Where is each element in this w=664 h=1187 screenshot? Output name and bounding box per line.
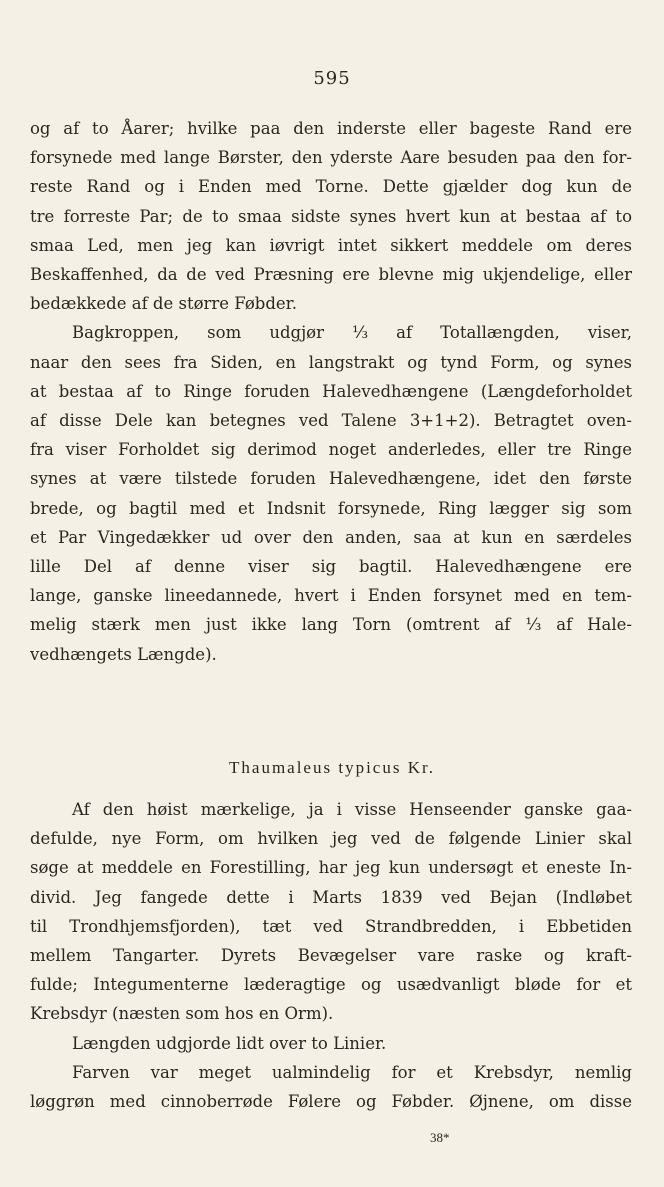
text-line: melig stærk men just ikke lang Torn (omtrent af ⅓ af Hale- xyxy=(30,615,632,635)
text-line: løggrøn med cinnoberrøde Følere og Føbder. Øjnene, om disse xyxy=(30,1092,632,1112)
text-line: forsynede med lange Børster, den yderste Aare besuden paa den for- xyxy=(30,148,632,168)
paragraph-4 xyxy=(30,1029,632,1058)
text-line: til Trondhjemsfjorden), tæt ved Strandbredden, i Ebbetiden xyxy=(30,916,632,936)
text-line: reste Rand og i Enden med Torne. Dette gjælder dog kun de xyxy=(30,177,632,197)
text-line: tre forreste Par; de to smaa sidste synes hvert kun at bestaa af to xyxy=(30,206,632,226)
text-line: vedhængets Længde). xyxy=(30,644,217,664)
text-line: Længden udgjorde lidt over to Linier. xyxy=(72,1033,387,1053)
text-line: af disse Dele kan betegnes ved Talene 3+1+2). Betragtet oven- xyxy=(30,411,632,431)
text-line: synes at være tilstede foruden Halevedhængene, idet den første xyxy=(30,469,632,489)
paragraph-1 xyxy=(30,114,632,318)
species-heading: Thaumaleus typicus Kr. xyxy=(229,758,435,777)
text-line: at bestaa af to Ringe foruden Halevedhængene (Længdeforholdet xyxy=(30,381,632,401)
text-line: divid. Jeg fangede dette i Marts 1839 ved Bejan (Indløbet xyxy=(30,887,632,907)
text-line: Beskaffenhed, da de ved Præsning ere blevne mig ukjendelige, eller xyxy=(30,265,632,285)
text-line: søge at meddele en Forestilling, har jeg kun undersøgt et eneste In- xyxy=(30,858,632,878)
second-text-block xyxy=(30,795,632,1116)
paragraph-5 xyxy=(30,1058,632,1116)
text-line: et Par Vingedækker ud over den anden, saa at kun en særdeles xyxy=(30,527,632,547)
text-line: fra viser Forholdet sig derimod noget anderledes, eller tre Ringe xyxy=(30,440,632,460)
main-text-block xyxy=(30,114,632,669)
text-line: Bagkroppen, som udgjør ⅓ af Totallængden, viser, xyxy=(72,323,632,343)
text-line: fulde; Integumenterne læderagtige og usædvanligt bløde for et xyxy=(30,975,632,995)
text-line: Farven var meget ualmindelig for et Krebsdyr, nemlig xyxy=(72,1062,632,1082)
text-line: Af den høist mærkelige, ja i visse Henseender ganske gaa- xyxy=(72,800,632,819)
text-line: lille Del af denne viser sig bagtil. Halevedhængene ere xyxy=(30,557,632,577)
page-number: 595 xyxy=(313,68,351,89)
text-line: smaa Led, men jeg kan iøvrigt intet sikkert meddele om deres xyxy=(30,235,632,255)
text-line: defulde, nye Form, om hvilken jeg ved de følgende Linier skal xyxy=(30,829,632,849)
text-line: mellem Tangarter. Dyrets Bevægelser vare raske og kraft- xyxy=(30,946,632,966)
text-line: Krebsdyr (næsten som hos en Orm). xyxy=(30,1004,334,1024)
paragraph-3 xyxy=(30,795,632,1029)
signature-mark: 38* xyxy=(430,1130,450,1145)
text-line: lange, ganske lineedannede, hvert i Enden forsynet med en tem- xyxy=(30,586,632,606)
text-line: naar den sees fra Siden, en langstrakt og tynd Form, og synes xyxy=(30,352,632,372)
text-line: bedækkede af de større Føbder. xyxy=(30,294,297,314)
text-line: og af to Åarer; hvilke paa den inderste eller bageste Rand ere xyxy=(30,119,632,138)
text-line: brede, og bagtil med et Indsnit forsynede, Ring lægger sig som xyxy=(30,498,632,518)
paragraph-2 xyxy=(30,318,632,668)
